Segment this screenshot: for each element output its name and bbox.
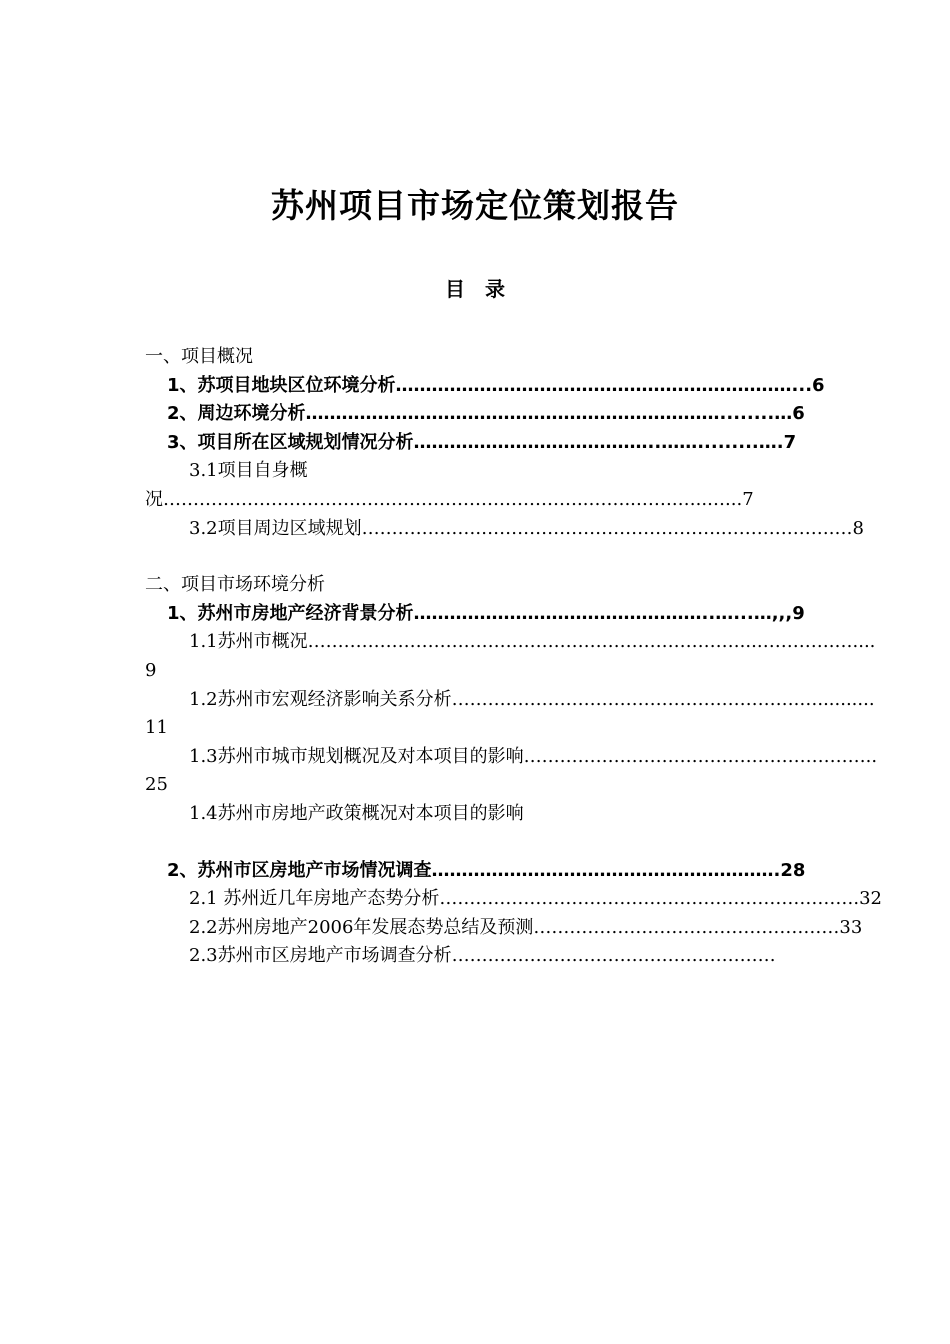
- toc-subentry: 1.3苏州市城市规划概况及对本项目的影响…………………………………………………..25: [145, 745, 878, 796]
- section-spacer: [145, 543, 885, 571]
- toc-subentry: 2.3苏州市区房地产市场调查分析………………………………………………: [189, 945, 776, 967]
- toc-heading: 目 录: [445, 277, 505, 301]
- toc-entry: 2、苏州市区房地产市场情况调查………………………………………………….28: [167, 859, 806, 881]
- toc-entry: 3、项目所在区域规划情况分析…………………………………..…….........….7: [167, 431, 797, 453]
- toc-subentry: 3.1项目自身概况……………………………………………………………..……..…….…..…...7: [145, 460, 754, 510]
- toc-subentry: 2.1 苏州近几年房地产态势分析…………………………………………………………….32: [189, 888, 882, 910]
- toc-subentry: 1.4苏州市房地产政策概况对本项目的影响: [189, 802, 524, 824]
- toc-subentry: 1.2苏州市宏观经济影响关系分析………………………………………………….…..........11: [145, 688, 875, 739]
- toc-section-1: 一、项目概况: [145, 346, 253, 367]
- toc-subentry: 3.2项目周边区域规划………….…….………………………………….……………….…8: [189, 517, 864, 539]
- table-of-contents: [145, 343, 885, 971]
- section-spacer: [145, 829, 885, 857]
- toc-section-2: 二、项目市场环境分析: [145, 574, 325, 596]
- toc-entry: 1、苏州市房地产经济背景分析…………………………………………..…...…,,,9: [167, 602, 805, 624]
- toc-entry: 1、苏项目地块区位环境分析…………………………………………………………...6: [167, 374, 825, 396]
- document-title: 苏州项目市场定位策划报告: [271, 186, 679, 225]
- toc-subentry: 2.2苏州房地产2006年发展态势总结及预测……………………………………………33: [189, 916, 863, 938]
- toc-subentry: 1.1苏州市概况………………………………………………………………...………….…....9: [145, 631, 876, 681]
- toc-entry: 2、周边环境分析……………………………………………………………........…6: [167, 403, 805, 425]
